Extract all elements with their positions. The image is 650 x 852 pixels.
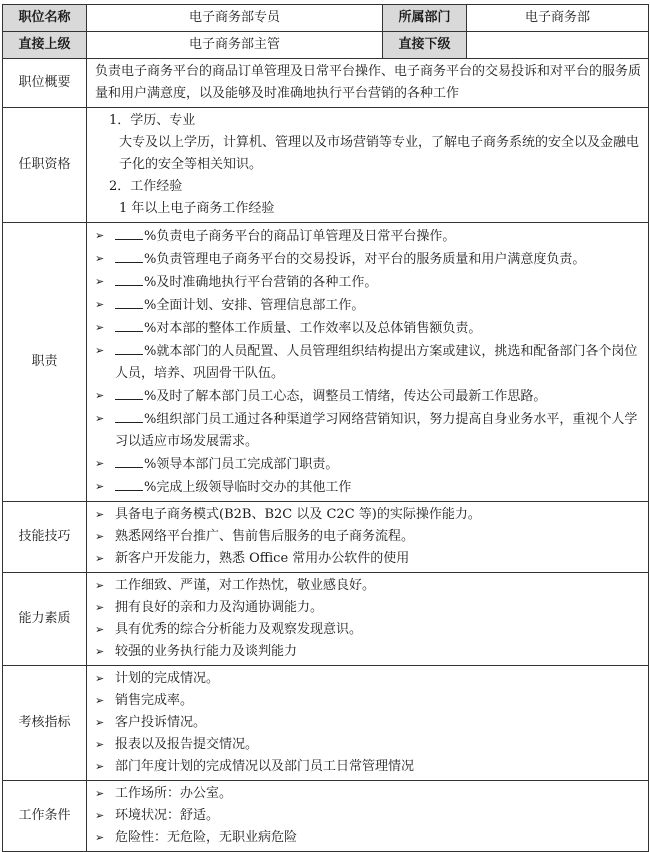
arrow-bullet-icon: ➢ (95, 298, 105, 311)
list-item (95, 476, 642, 499)
list-item (95, 294, 642, 317)
list-item (95, 827, 642, 849)
position-name-value: 电子商务部专员 (87, 5, 383, 32)
list-item (95, 575, 642, 597)
header-row-2 (3, 32, 649, 59)
arrow-bullet-icon: ➢ (95, 809, 105, 822)
arrow-bullet-icon: ➢ (95, 344, 105, 357)
position-name-label: 职位名称 (3, 5, 87, 32)
arrow-bullet-icon: ➢ (95, 738, 105, 751)
arrow-bullet-icon: ➢ (95, 275, 105, 288)
department-label: 所属部门 (383, 5, 467, 32)
conditions-row (3, 781, 649, 852)
list-item-text: %领导本部门员工完成部门职责。 (144, 457, 339, 472)
list-item-text: 工作场所：办公室。 (115, 786, 233, 801)
skills-list (87, 502, 649, 573)
arrow-bullet-icon: ➢ (95, 321, 105, 334)
list-item (95, 453, 642, 476)
arrow-bullet-icon: ➢ (95, 389, 105, 402)
list-item-text: 较强的业务执行能力及谈判能力 (115, 644, 298, 659)
duties-row (3, 223, 649, 502)
list-item-text: 具备电子商务模式(B2B、B2C 以及 C2C 等)的实际操作能力。 (115, 507, 481, 522)
arrow-bullet-icon: ➢ (95, 579, 105, 592)
arrow-bullet-icon: ➢ (95, 760, 105, 773)
list-item-text: %完成上级领导临时交办的其他工作 (144, 480, 352, 495)
fill-in-blank (115, 248, 143, 263)
fill-in-blank (115, 294, 143, 309)
list-item (95, 526, 642, 548)
arrow-bullet-icon: ➢ (95, 412, 105, 425)
list-item-text: %负责电子商务平台的商品订单管理及日常平台操作。 (144, 229, 456, 244)
arrow-bullet-icon: ➢ (95, 672, 105, 685)
overview-label: 职位概要 (3, 59, 87, 108)
list-item-text: 具有优秀的综合分析能力及观察发现意识。 (115, 622, 363, 637)
list-item-text: 熟悉网络平台推广、售前售后服务的电子商务流程。 (115, 529, 415, 544)
qualification-experience-title: 2．工作经验 (109, 179, 183, 194)
arrow-bullet-icon: ➢ (95, 480, 105, 493)
list-item-text: 拥有良好的亲和力及沟通协调能力。 (115, 600, 324, 615)
fill-in-blank (115, 340, 143, 355)
list-item-text: 计划的完成情况。 (115, 671, 220, 686)
arrow-bullet-icon: ➢ (95, 645, 105, 658)
fill-in-blank (115, 271, 143, 286)
list-item (95, 805, 642, 827)
arrow-bullet-icon: ➢ (95, 623, 105, 636)
list-item-text: %及时了解本部门员工心态，调整员工情绪，传达公司最新工作思路。 (144, 389, 547, 404)
arrow-bullet-icon: ➢ (95, 601, 105, 614)
kpi-label: 考核指标 (3, 666, 87, 781)
list-item-text: 部门年度计划的完成情况以及部门员工日常管理情况 (115, 759, 415, 774)
duties-list (87, 223, 649, 502)
overview-row (3, 59, 649, 108)
list-item (95, 225, 642, 248)
fill-in-blank (115, 453, 143, 468)
qualifications-row (3, 108, 649, 223)
conditions-label: 工作条件 (3, 781, 87, 852)
skills-row (3, 502, 649, 573)
list-item-text: 新客户开发能力，熟悉 Office 常用办公软件的使用 (115, 551, 410, 566)
list-item-text: 工作细致、严谨，对工作热忱，敬业感良好。 (115, 578, 376, 593)
list-item (95, 271, 642, 294)
list-item (95, 641, 642, 663)
arrow-bullet-icon: ➢ (95, 530, 105, 543)
fill-in-blank (115, 225, 143, 240)
list-item (95, 548, 642, 570)
fill-in-blank (115, 385, 143, 400)
list-item (95, 756, 642, 778)
list-item (95, 317, 642, 340)
header-row-1 (3, 5, 649, 32)
list-item (95, 619, 642, 641)
list-item-text: 客户投诉情况。 (115, 715, 207, 730)
duties-label: 职责 (3, 223, 87, 502)
overview-text: 负责电子商务平台的商品订单管理及日常平台操作、电子商务平台的交易投诉和对平台的服务质量和用户满意度，以及能够及时准确地执行平台营销的各种工作 (87, 59, 649, 108)
superior-label: 直接上级 (3, 32, 87, 59)
list-item-text: %组织部门员工通过各种渠道学习网络营销知识，努力提高自身业务水平，重视个人学习以适应市场发展需求。 (115, 412, 638, 449)
arrow-bullet-icon: ➢ (95, 229, 105, 242)
arrow-bullet-icon: ➢ (95, 694, 105, 707)
list-item-text: 销售完成率。 (115, 693, 194, 708)
qualifications-label: 任职资格 (3, 108, 87, 223)
list-item (95, 734, 642, 756)
list-item-text: %全面计划、安排、管理信息部工作。 (144, 298, 365, 313)
list-item (95, 408, 642, 453)
skills-label: 技能技巧 (3, 502, 87, 573)
list-item-text: 危险性：无危险，无职业病危险 (115, 830, 298, 845)
list-item-text: %负责管理电子商务平台的交易投诉，对平台的服务质量和用户满意度负责。 (144, 252, 586, 267)
list-item (95, 248, 642, 271)
arrow-bullet-icon: ➢ (95, 457, 105, 470)
fill-in-blank (115, 317, 143, 332)
list-item-text: 报表以及报告提交情况。 (115, 737, 259, 752)
qualification-education-title: 1．学历、专业 (109, 113, 196, 128)
subordinate-label: 直接下级 (383, 32, 467, 59)
subordinate-value (467, 32, 649, 59)
qualification-experience-text: 1 年以上电子商务工作经验 (119, 201, 275, 216)
abilities-label: 能力素质 (3, 573, 87, 666)
abilities-row (3, 573, 649, 666)
arrow-bullet-icon: ➢ (95, 508, 105, 521)
job-description-table (2, 4, 649, 852)
conditions-list (87, 781, 649, 852)
arrow-bullet-icon: ➢ (95, 552, 105, 565)
list-item (95, 385, 642, 408)
arrow-bullet-icon: ➢ (95, 787, 105, 800)
superior-value: 电子商务部主管 (87, 32, 383, 59)
list-item (95, 504, 642, 526)
list-item (95, 597, 642, 619)
kpi-list (87, 666, 649, 781)
list-item-text: 环境状况：舒适。 (115, 808, 220, 823)
fill-in-blank (115, 476, 143, 491)
department-value: 电子商务部 (467, 5, 649, 32)
fill-in-blank (115, 408, 143, 423)
list-item (95, 340, 642, 385)
qualifications-content (87, 108, 649, 223)
qualification-education-text: 大专及以上学历，计算机、管理以及市场营销等专业，了解电子商务系统的安全以及金融电子化的安全等相关知识。 (119, 135, 640, 172)
list-item (95, 712, 642, 734)
arrow-bullet-icon: ➢ (95, 716, 105, 729)
list-item (95, 690, 642, 712)
abilities-list (87, 573, 649, 666)
list-item-text: %及时准确地执行平台营销的各种工作。 (144, 275, 378, 290)
list-item-text: %对本部的整体工作质量、工作效率以及总体销售额负责。 (144, 321, 482, 336)
list-item (95, 783, 642, 805)
list-item-text: %就本部门的人员配置、人员管理组织结构提出方案或建议，挑选和配备部门各个岗位人员，培养、巩固骨干队伍。 (115, 344, 638, 381)
arrow-bullet-icon: ➢ (95, 831, 105, 844)
kpi-row (3, 666, 649, 781)
list-item (95, 668, 642, 690)
arrow-bullet-icon: ➢ (95, 252, 105, 265)
